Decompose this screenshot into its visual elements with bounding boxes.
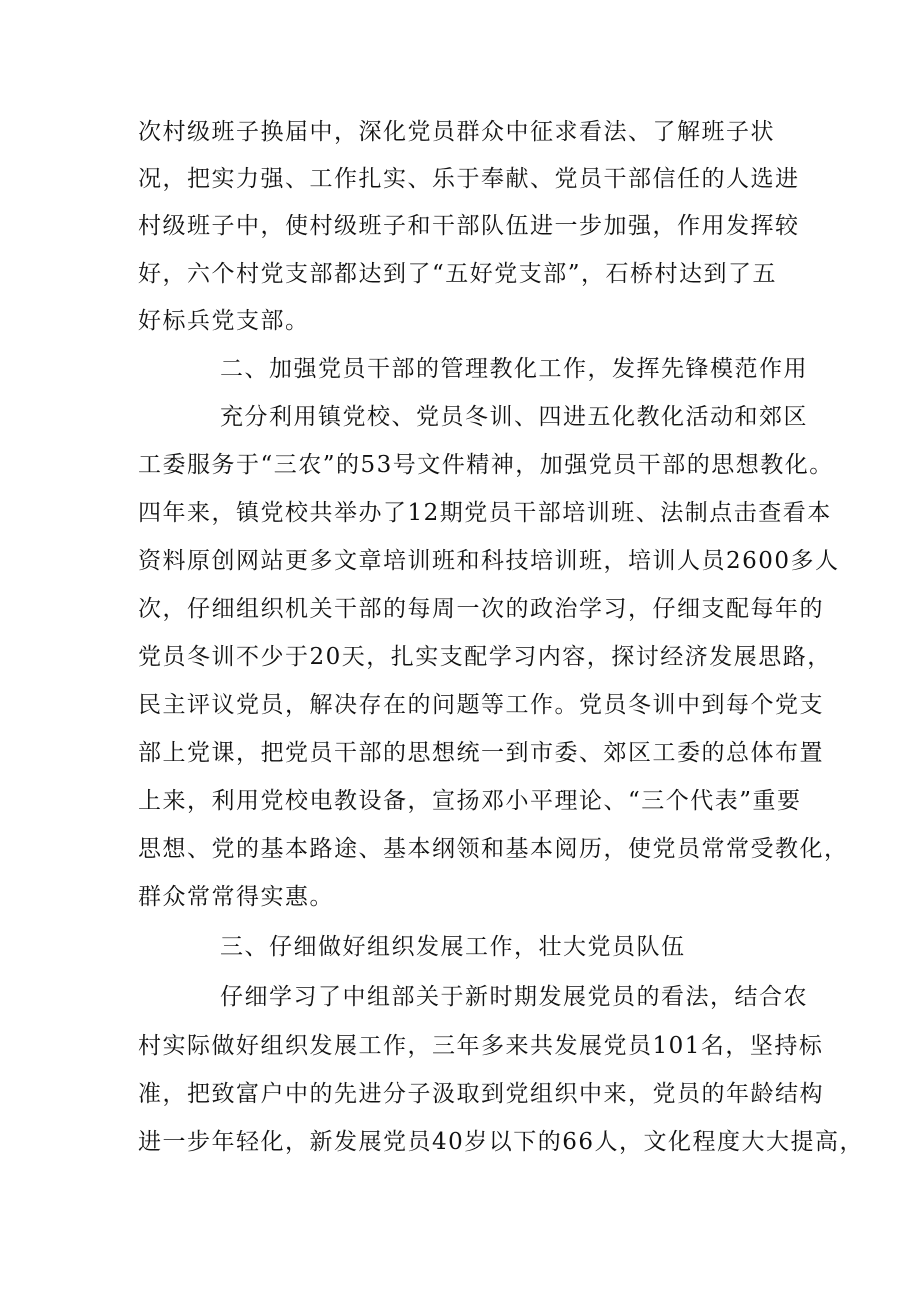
paragraph-line: 四年来，镇党校共举办了12期党员干部培训班、法制点击查看本 — [138, 500, 832, 526]
paragraph-line: 好标兵党支部。 — [138, 308, 310, 334]
paragraph-line: 充分利用镇党校、党员冬训、四进五化教化活动和郊区 — [220, 404, 808, 430]
paragraph-line: 仔细学习了中组部关于新时期发展党员的看法，结合农 — [220, 984, 808, 1010]
paragraph-line: 工委服务于“三农”的53号文件精神，加强党员干部的思想教化。 — [138, 452, 834, 478]
paragraph-line: 上来，利用党校电教设备，宣扬邓小平理论、“三个代表”重要 — [138, 788, 802, 814]
paragraph-line: 次，仔细组织机关干部的每周一次的政治学习，仔细支配每年的 — [138, 596, 824, 622]
paragraph-line: 民主评议党员，解决存在的问题等工作。党员冬训中到每个党支 — [138, 692, 824, 718]
paragraph-line: 部上党课，把党员干部的思想统一到市委、郊区工委的总体布置 — [138, 740, 824, 766]
paragraph-line: 好，六个村党支部都达到了“五好党支部”，石桥村达到了五 — [138, 261, 778, 287]
section-heading-3: 三、仔细做好组织发展工作，壮大党员队伍 — [220, 934, 686, 960]
paragraph-line: 资料原创网站更多文章培训班和科技培训班，培训人员2600多人 — [138, 548, 840, 574]
section-heading-2: 二、加强党员干部的管理教化工作，发挥先锋模范作用 — [220, 356, 808, 382]
paragraph-line: 进一步年轻化，新发展党员40岁以下的66人，文化程度大大提高， — [138, 1129, 865, 1155]
paragraph-line: 次村级班子换届中，深化党员群众中征求看法、了解班子状 — [138, 119, 775, 145]
paragraph-line: 思想、党的基本路途、基本纲领和基本阅历，使党员常常受教化， — [138, 836, 849, 862]
paragraph-line: 准，把致富户中的先进分子汲取到党组织中来，党员的年龄结构 — [138, 1081, 824, 1107]
paragraph-line: 村实际做好组织发展工作，三年多来共发展党员101名，坚持标 — [138, 1033, 824, 1059]
paragraph-line: 群众常常得实惠。 — [138, 884, 334, 910]
paragraph-line: 党员冬训不少于20天，扎实支配学习内容，探讨经济发展思路， — [138, 644, 832, 670]
paragraph-line: 村级班子中，使村级班子和干部队伍进一步加强，作用发挥较 — [138, 213, 800, 239]
paragraph-line: 况，把实力强、工作扎实、乐于奉献、党员干部信任的人选进 — [138, 166, 800, 192]
